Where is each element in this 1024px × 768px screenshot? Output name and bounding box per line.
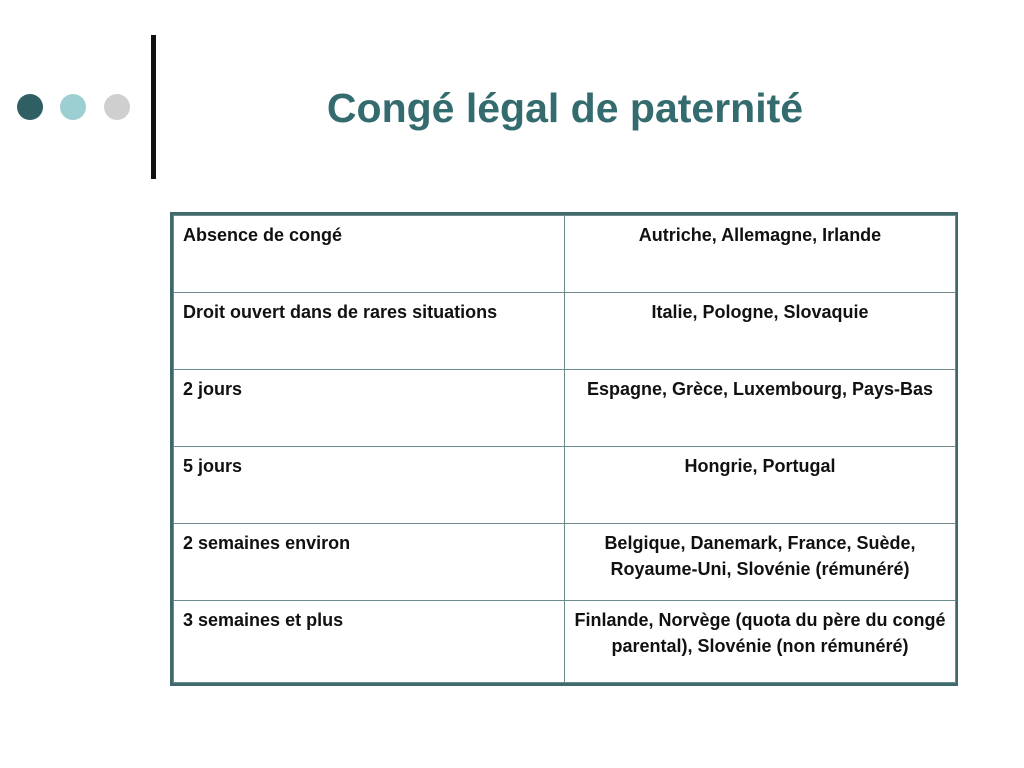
- decorative-dot-grey: [104, 94, 130, 120]
- table-cell-countries: Finlande, Norvège (quota du père du congé parental), Slovénie (non rémunéré): [565, 601, 956, 683]
- paternity-leave-table: [170, 212, 958, 686]
- table-row: [174, 447, 956, 524]
- slide-title: Congé légal de paternité: [326, 85, 804, 131]
- table-row: [174, 293, 956, 370]
- table-row: [174, 216, 956, 293]
- table-cell-countries: Belgique, Danemark, France, Suède, Royaume-Uni, Slovénie (rémunéré): [565, 524, 956, 601]
- table-row: [174, 524, 956, 601]
- table-cell-duration: 3 semaines et plus: [174, 601, 565, 683]
- table-cell-countries: Autriche, Allemagne, Irlande: [565, 216, 956, 293]
- table-row: [174, 370, 956, 447]
- table-row: [174, 601, 956, 683]
- table-cell-countries: Hongrie, Portugal: [565, 447, 956, 524]
- table-cell-duration: 2 jours: [174, 370, 565, 447]
- table-cell-duration: Absence de congé: [174, 216, 565, 293]
- table-cell-duration: Droit ouvert dans de rares situations: [174, 293, 565, 370]
- table: [173, 215, 956, 683]
- vertical-divider: [151, 35, 156, 179]
- table-cell-countries: Italie, Pologne, Slovaquie: [565, 293, 956, 370]
- table-cell-duration: 2 semaines environ: [174, 524, 565, 601]
- decorative-dot-light: [60, 94, 86, 120]
- table-cell-countries: Espagne, Grèce, Luxembourg, Pays-Bas: [565, 370, 956, 447]
- decorative-dot-dark: [17, 94, 43, 120]
- table-cell-duration: 5 jours: [174, 447, 565, 524]
